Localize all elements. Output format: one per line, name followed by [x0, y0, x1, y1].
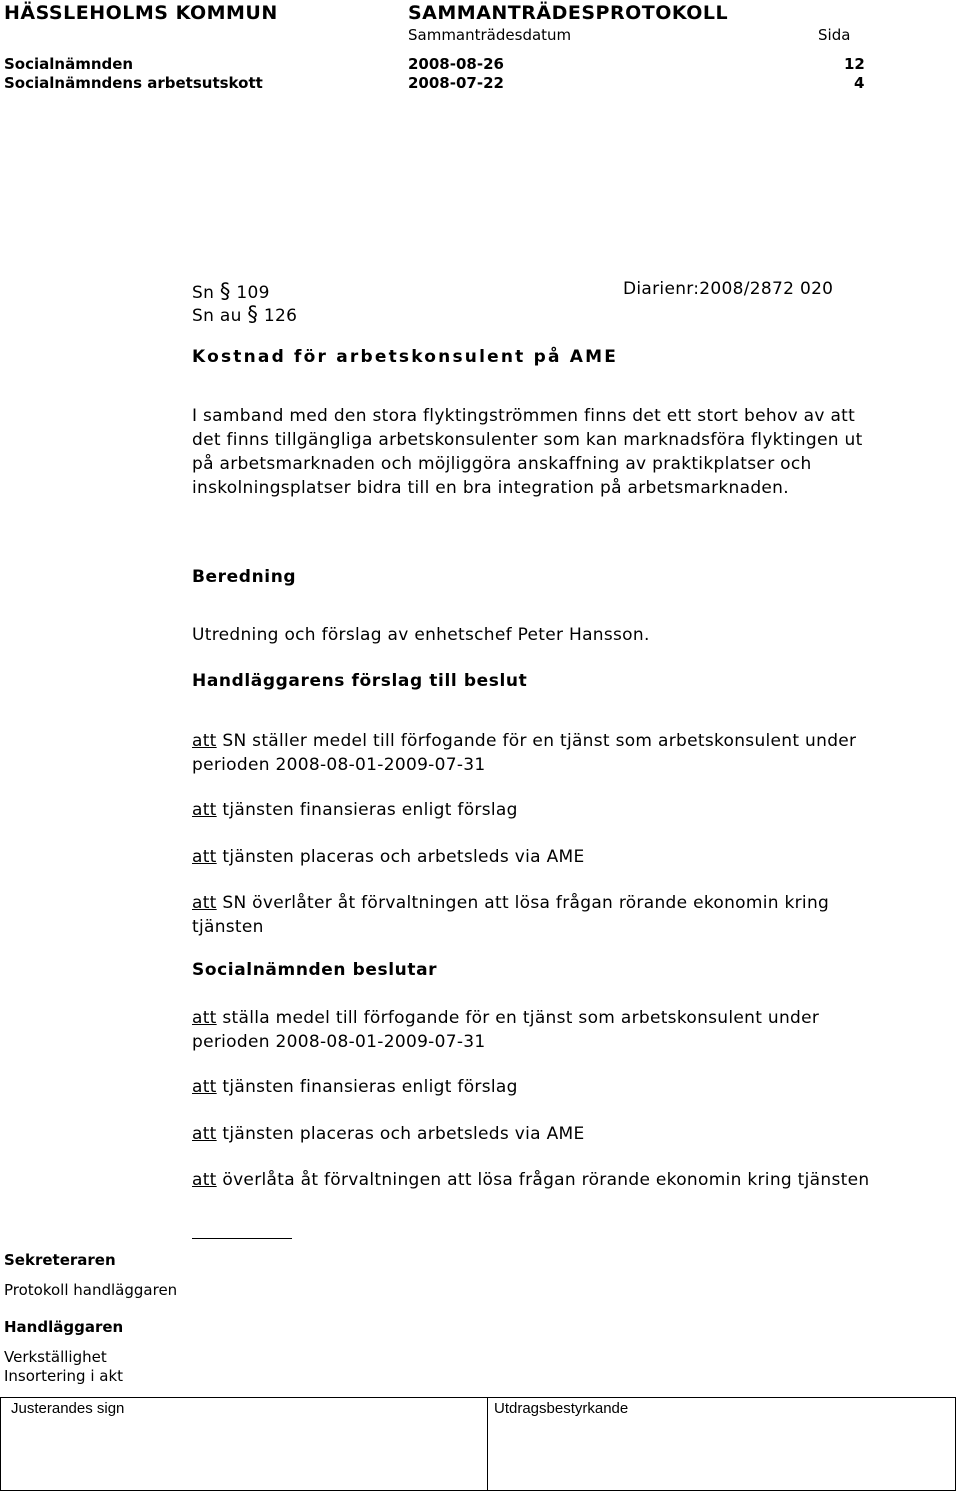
diarienr: Diarienr:2008/2872 020	[623, 279, 834, 299]
sekreteraren-label: Sekreteraren	[4, 1251, 116, 1269]
forslag-item	[192, 891, 872, 939]
att-label: att	[192, 893, 217, 913]
doc-type: SAMMANTRÄDESPROTOKOLL	[408, 2, 729, 24]
beredning-heading: Beredning	[192, 567, 297, 587]
forslag-heading: Handläggarens förslag till beslut	[192, 671, 528, 691]
beslut-item	[192, 1122, 872, 1146]
protokoll-label: Protokoll handläggaren	[4, 1281, 178, 1299]
beslut-item	[192, 1006, 872, 1054]
att-label: att	[192, 800, 217, 820]
au-prefix: Sn au	[192, 306, 242, 326]
beslut-item	[192, 1075, 872, 1099]
au-number: 126	[263, 306, 298, 326]
att-label: att	[192, 1170, 217, 1190]
date-label: Sammanträdesdatum	[408, 26, 572, 44]
org-name: HÄSSLEHOLMS KOMMUN	[4, 2, 278, 24]
closing-rule	[192, 1238, 292, 1239]
verkstallighet-label: Verkställighet	[4, 1348, 107, 1366]
att-label: att	[192, 1008, 217, 1028]
beslut-item	[192, 1168, 872, 1192]
header-page-2: 4	[854, 74, 865, 92]
forslag-item	[192, 798, 872, 822]
att-label: att	[192, 1077, 217, 1097]
att-label: att	[192, 847, 217, 867]
intro-paragraph: I samband med den stora flyktingströmmen finns det ett stort behov av att det finns tillgängliga arbetskonsulenter som kan marknadsföra flyktingen ut på arbetsmarknaden och möjliggöra anskaffning av praktikplatser och inskolningsplatser bidra till en bra integration på arbetsmarknaden.	[192, 406, 863, 498]
header-body-1: Socialnämnden	[4, 55, 134, 73]
beredning-text: Utredning och förslag av enhetschef Peter Hansson.	[192, 625, 650, 645]
sn-reference	[192, 279, 270, 303]
forslag-item-text: SN överlåter åt förvaltningen att lösa frågan rörande ekonomin kring tjänsten	[192, 893, 830, 937]
sn-au-reference	[192, 302, 297, 326]
forslag-item-text: tjänsten finansieras enligt förslag	[222, 800, 518, 820]
sn-number: 109	[236, 283, 270, 303]
att-label: att	[192, 731, 217, 751]
signature-box	[0, 1397, 956, 1491]
att-label: att	[192, 1124, 217, 1144]
forslag-item-text: tjänsten placeras och arbetsleds via AME	[222, 847, 585, 867]
sn-prefix: Sn	[192, 283, 215, 303]
section-sign: §	[219, 279, 231, 303]
forslag-item	[192, 845, 872, 869]
header-date-1: 2008-08-26	[408, 55, 504, 73]
beslut-item-text: tjänsten placeras och arbetsleds via AME	[222, 1124, 585, 1144]
case-title: Kostnad för arbetskonsulent på AME	[192, 347, 619, 367]
page-label: Sida	[818, 26, 851, 44]
forslag-item	[192, 729, 872, 777]
beslut-heading: Socialnämnden beslutar	[192, 960, 438, 980]
beslut-item-text: tjänsten finansieras enligt förslag	[222, 1077, 518, 1097]
beslut-item-text: ställa medel till förfogande för en tjänst som arbetskonsulent under perioden 2008-08-01-2009-07-31	[192, 1008, 820, 1052]
header-date-2: 2008-07-22	[408, 74, 504, 92]
forslag-item-text: SN ställer medel till förfogande för en tjänst som arbetskonsulent under perioden 2008-08-01-2009-07-31	[192, 731, 857, 775]
justerandes-sign-label: Justerandes sign	[11, 1400, 125, 1417]
utdragsbestyrkande-label: Utdragsbestyrkande	[494, 1400, 629, 1417]
section-sign: §	[247, 302, 259, 326]
header-body-2: Socialnämndens arbetsutskott	[4, 74, 263, 92]
insortering-label: Insortering i akt	[4, 1367, 124, 1385]
beslut-item-text: överlåta åt förvaltningen att lösa frågan rörande ekonomin kring tjänsten	[222, 1170, 870, 1190]
signature-divider	[487, 1397, 488, 1491]
header-page-1: 12	[844, 55, 865, 73]
handlaggaren-label: Handläggaren	[4, 1318, 124, 1336]
